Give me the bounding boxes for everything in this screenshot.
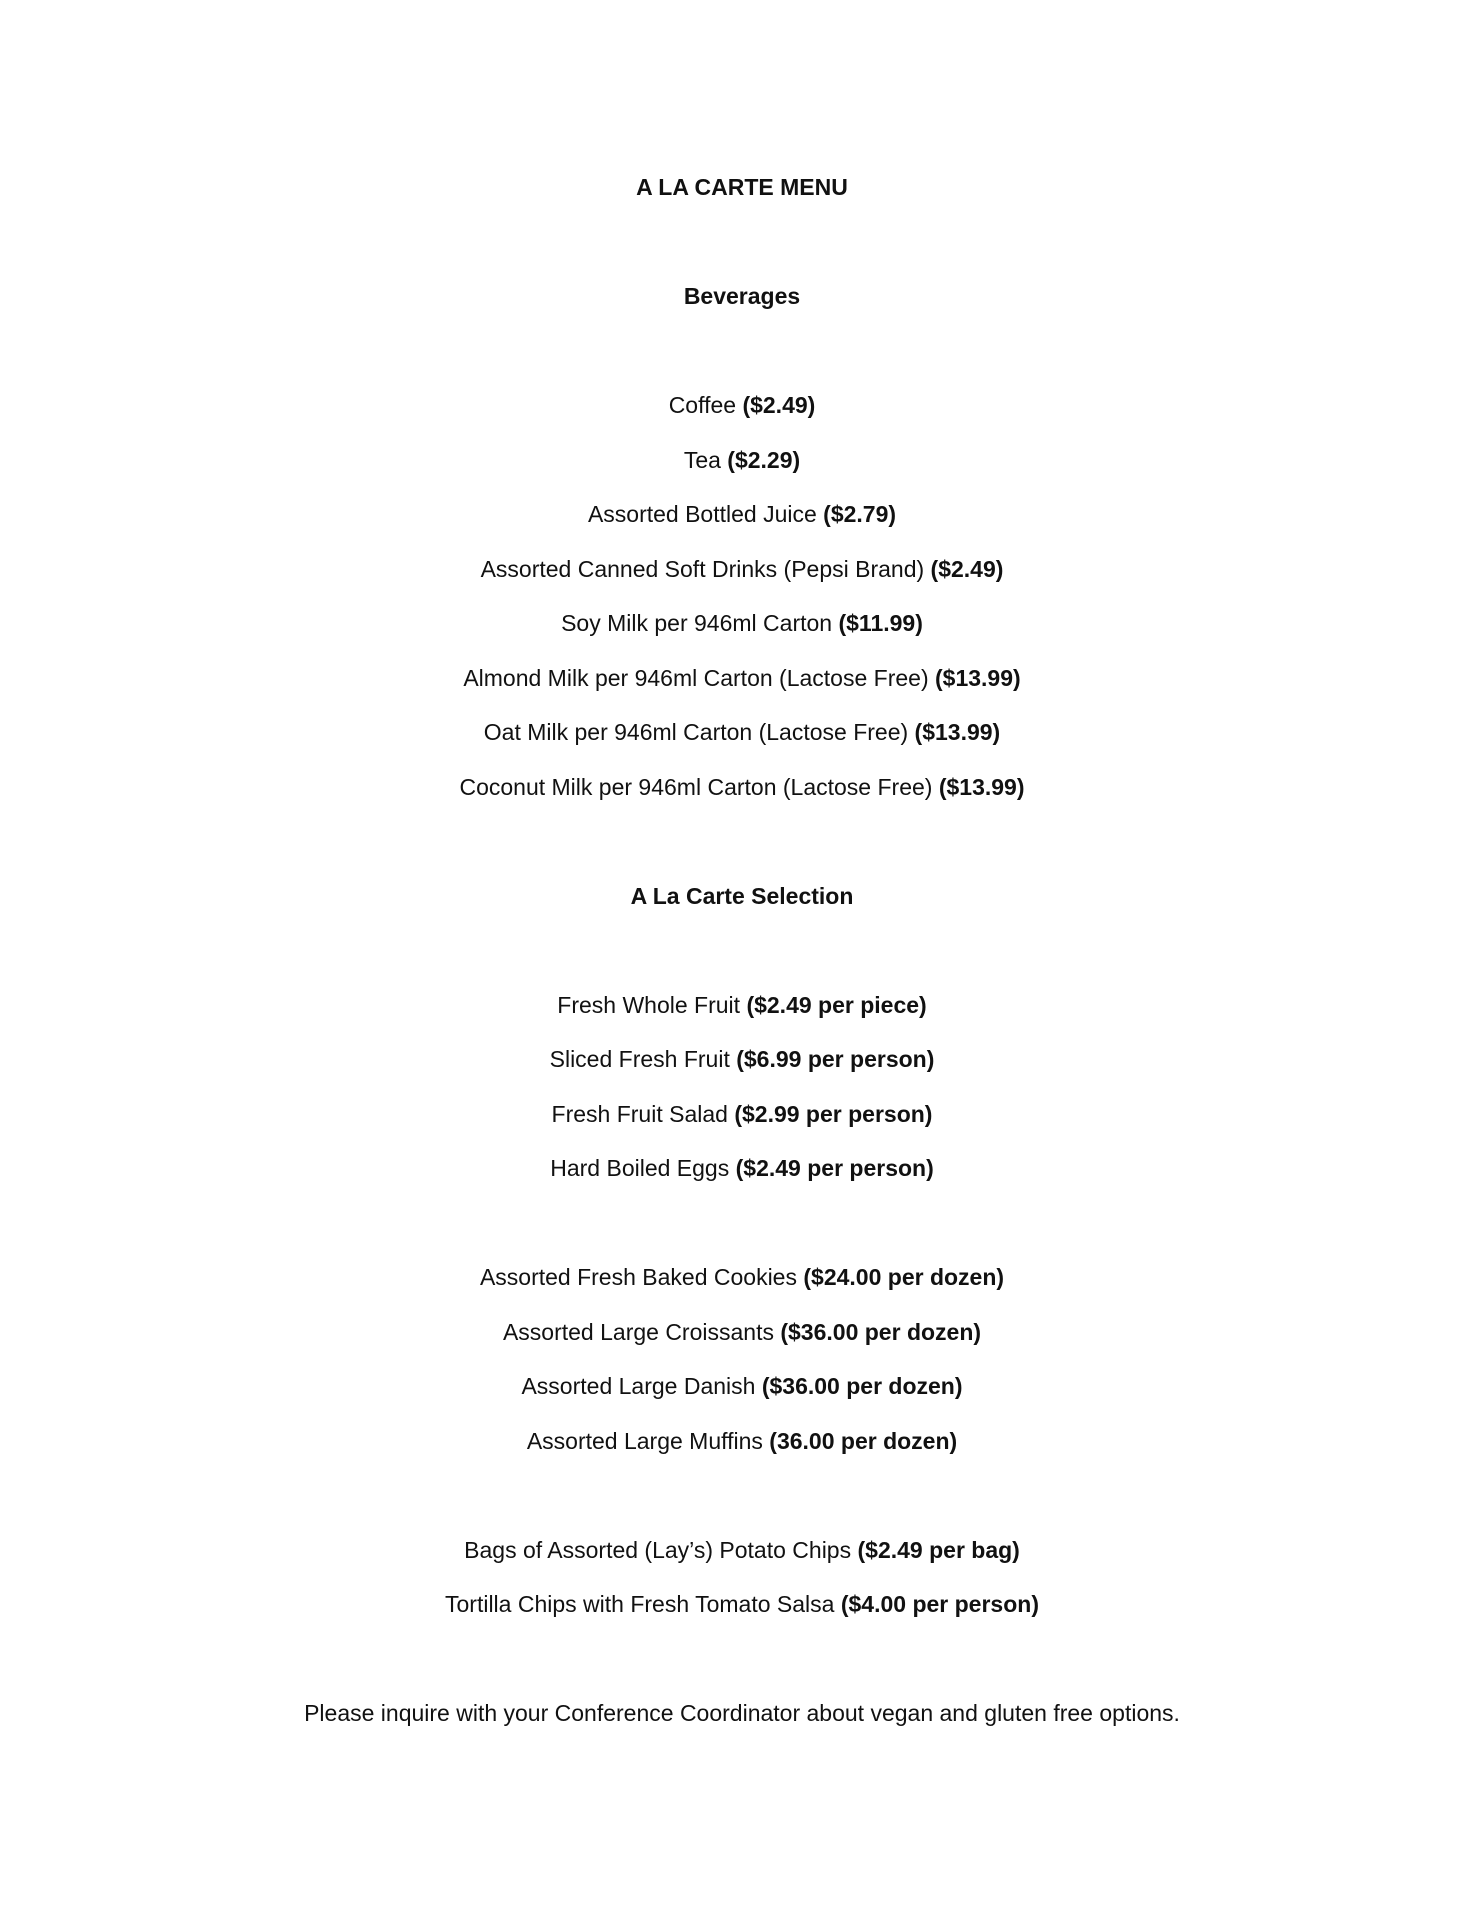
menu-item-list xyxy=(0,990,1484,1620)
menu-sections xyxy=(0,281,1484,1619)
menu-item-name: Bags of Assorted (Lay’s) Potato Chips xyxy=(464,1536,852,1563)
menu-item-name: Assorted Large Croissants xyxy=(502,1318,774,1345)
menu-item-price: ($2.29) xyxy=(727,446,801,473)
footer-note: Please inquire with your Conference Coordinator about vegan and gluten free options. xyxy=(304,1700,1180,1726)
menu-item-name: Assorted Fresh Baked Cookies xyxy=(479,1264,797,1290)
menu-item-price: ($2.49) xyxy=(930,555,1004,582)
menu-item-group xyxy=(0,990,1484,1184)
menu-item-price: ($2.49 per bag) xyxy=(857,1536,1020,1563)
menu-item-name: Soy Milk per 946ml Carton xyxy=(561,610,833,636)
menu-item xyxy=(0,717,1484,747)
menu-item xyxy=(0,772,1484,802)
menu-item xyxy=(0,990,1484,1020)
menu-item-price: ($13.99) xyxy=(914,719,1001,745)
menu-item-list xyxy=(0,390,1484,802)
menu-item xyxy=(0,1099,1484,1129)
menu-item-price: ($13.99) xyxy=(938,773,1025,800)
menu-item xyxy=(0,1262,1484,1292)
menu-item-price: ($6.99 per person) xyxy=(736,1046,935,1072)
menu-item-price: ($2.49 per piece) xyxy=(746,991,927,1018)
menu-item xyxy=(0,445,1484,475)
menu-item xyxy=(0,554,1484,584)
menu-item-group xyxy=(0,1535,1484,1620)
menu-item-group xyxy=(0,1262,1484,1456)
menu-item xyxy=(0,1535,1484,1565)
menu-item-name: Oat Milk per 946ml Carton (Lactose Free) xyxy=(483,719,909,745)
menu-item xyxy=(0,1317,1484,1347)
menu-document xyxy=(0,172,1484,1728)
menu-item-name: Assorted Large Danish xyxy=(521,1373,756,1399)
menu-item-name: Hard Boiled Eggs xyxy=(550,1155,730,1181)
section-heading: Beverages xyxy=(683,283,801,309)
menu-item xyxy=(0,1044,1484,1074)
menu-item-name: Tortilla Chips with Fresh Tomato Salsa xyxy=(445,1591,835,1617)
menu-item-price: ($11.99) xyxy=(838,610,923,636)
menu-item-name: Fresh Whole Fruit xyxy=(557,991,741,1018)
menu-item xyxy=(0,499,1484,529)
menu-item xyxy=(0,608,1484,638)
menu-item-name: Assorted Canned Soft Drinks (Pepsi Brand) xyxy=(480,555,925,582)
menu-item-name: Coconut Milk per 946ml Carton (Lactose Free) xyxy=(459,773,933,800)
menu-item-name: Tea xyxy=(683,446,721,473)
menu-item xyxy=(0,1426,1484,1456)
menu-item-price: ($2.49 per person) xyxy=(735,1155,934,1181)
menu-item-price: ($24.00 per dozen) xyxy=(803,1264,1005,1290)
menu-item-group xyxy=(0,390,1484,802)
menu-item-price: ($36.00 per dozen) xyxy=(761,1373,963,1399)
menu-item-price: (36.00 per dozen) xyxy=(769,1427,958,1454)
menu-item-price: ($4.00 per person) xyxy=(840,1591,1039,1617)
menu-item xyxy=(0,1153,1484,1183)
menu-item-name: Fresh Fruit Salad xyxy=(551,1100,728,1127)
menu-item-price: ($36.00 per dozen) xyxy=(780,1318,982,1345)
menu-item xyxy=(0,390,1484,420)
menu-item-price: ($2.49) xyxy=(742,392,816,418)
menu-item xyxy=(0,1589,1484,1619)
menu-item xyxy=(0,1371,1484,1401)
menu-item-name: Assorted Bottled Juice xyxy=(587,501,817,527)
menu-item-price: ($2.79) xyxy=(823,501,897,527)
menu-item xyxy=(0,663,1484,693)
menu-item-name: Almond Milk per 946ml Carton (Lactose Free) xyxy=(463,664,929,691)
menu-item-price: ($2.99 per person) xyxy=(734,1100,933,1127)
section-heading: A La Carte Selection xyxy=(630,882,854,909)
page-title: A LA CARTE MENU xyxy=(636,174,848,200)
menu-item-name: Sliced Fresh Fruit xyxy=(549,1046,730,1072)
menu-item-price: ($13.99) xyxy=(935,664,1021,691)
menu-item-name: Coffee xyxy=(668,392,737,418)
menu-item-name: Assorted Large Muffins xyxy=(526,1427,763,1454)
